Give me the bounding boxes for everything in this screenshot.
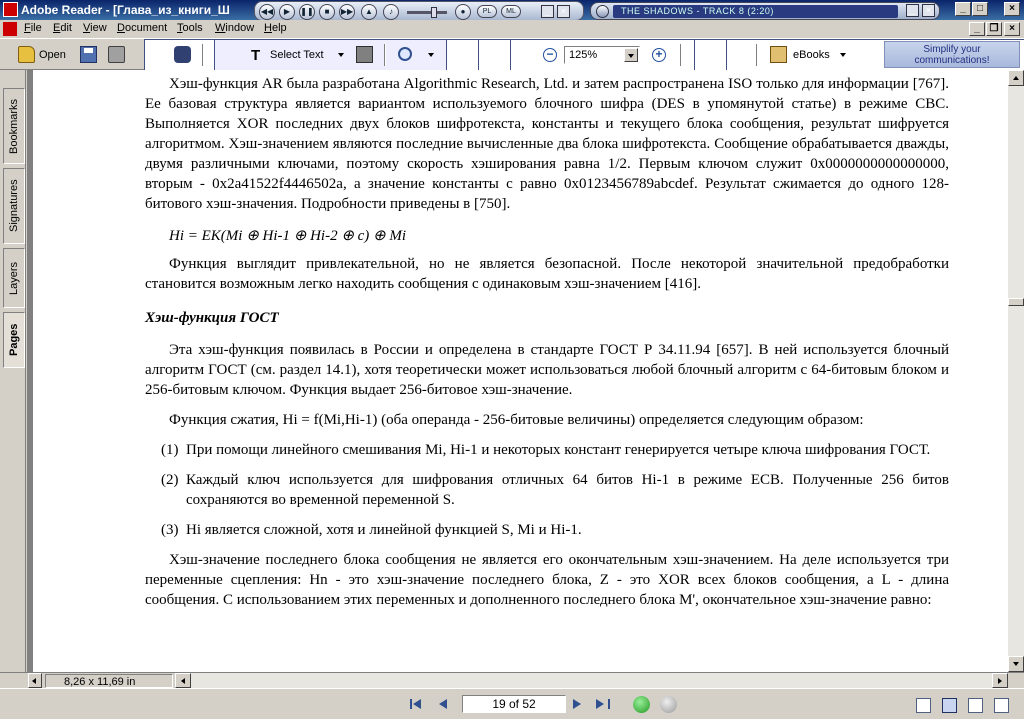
zoom-tool-dropdown-icon[interactable] — [428, 53, 434, 57]
zoom-select[interactable] — [564, 46, 640, 64]
volume-icon[interactable]: ♪ — [383, 4, 399, 20]
list-item-text: Каждый ключ используется для шифрования отличных 64 битов Hi-1 в режиме ECB. Полученные 256 битов сохраняются во временной переменной S. — [186, 472, 949, 508]
toolbar-separator — [756, 44, 758, 66]
page-number-field[interactable]: 19 of 52 — [462, 695, 566, 713]
stop-icon[interactable]: ■ — [319, 4, 335, 20]
zoom-in-icon[interactable]: + — [652, 48, 666, 62]
list-item-number: (3) — [161, 522, 179, 538]
list-item — [145, 520, 949, 540]
toolbar — [0, 38, 1024, 70]
ad-banner[interactable]: Simplify your communications! — [884, 41, 1020, 68]
paragraph-final-hash: Хэш-значение последнего блока сообщения не является его окончательным хэш-значением. На деле используется три переменные сцепления: Hn - это хэш-значение последнего блока, Z - это XOR всех блоков сообщения, а L - длина сообщения. С использованием этих переменных и дополненного последнего блока M', окончательное хэш-значение равно: — [145, 552, 949, 608]
section-heading: Хэш-функция ГОСТ — [145, 310, 279, 326]
pause-icon[interactable]: ❚❚ — [299, 4, 315, 20]
zoom-value: 125% — [569, 49, 598, 61]
track-title: THE SHADOWS - TRACK 8 (2:20) — [613, 5, 898, 18]
select-text-dropdown-icon[interactable] — [338, 53, 344, 57]
snapshot-icon[interactable] — [356, 46, 373, 63]
save-icon[interactable] — [80, 46, 97, 63]
scroll-left-button[interactable] — [175, 673, 191, 688]
open-folder-icon[interactable] — [18, 46, 35, 63]
menu-window[interactable]: Window — [215, 22, 255, 34]
open-button[interactable]: Open — [39, 49, 66, 61]
menu-help[interactable]: Help — [264, 22, 287, 34]
doc-restore-button[interactable]: ❐ — [986, 22, 1002, 36]
page-content — [145, 74, 949, 610]
list-item-text: При помощи линейного смешивания Mi, Hi-1 и некоторых констант генерируется четыре ключа шифрования ГОСТ. — [186, 442, 931, 458]
ebooks-dropdown-icon[interactable] — [840, 53, 846, 57]
tab-pages[interactable]: Pages — [3, 312, 25, 368]
equalizer-icon[interactable]: ● — [455, 4, 471, 20]
menu-view[interactable]: View — [83, 22, 107, 34]
single-page-layout-icon[interactable] — [916, 698, 931, 713]
tab-signatures[interactable]: Signatures — [3, 168, 25, 244]
scroll-up-button[interactable] — [1008, 70, 1024, 86]
minimize-button[interactable]: _ — [955, 2, 971, 16]
scroll-down-button[interactable] — [1008, 656, 1024, 672]
next-track-icon[interactable]: ▶▶ — [339, 4, 355, 20]
media-close-icon[interactable]: × — [557, 5, 570, 18]
continuous-layout-icon[interactable] — [942, 698, 957, 713]
vertical-scroll-thumb[interactable] — [1008, 298, 1024, 306]
ebooks-button[interactable]: eBooks — [793, 49, 830, 61]
pdf-page — [33, 70, 1008, 672]
paragraph-ar-hash: Хэш-функция AR была разработана Algorithmic Research, Ltd. и затем распространена ISO только для информации [767]. Ее базовая структура является вариантом используемого блочного шифра (DES в упомянутой статье) в режиме CBC. Выполняется XOR последних двух блоков шифротекста, константы и текущего блока сообщения, результат шифруется алгоритмом. Хэш-значением являются последние вычисленные два блока шифротекста. Сообщение обрабатывается дважды, двумя различными ключами, поэтому скорость хэширования равна 1/2. Первым ключом служит 0x0000000000000000, вторым - 0x2a41522f4446502a, а значение константы c равно 0x0123456789abcdef. Результат сжимается до одного 128-битового хэш-значения. Подробности приведены в [750]. — [145, 76, 949, 212]
track-handle-icon[interactable] — [596, 5, 609, 18]
menu-file[interactable]: File — [24, 22, 42, 34]
previous-track-icon[interactable]: ◀◀ — [259, 4, 275, 20]
text-select-icon[interactable]: T — [251, 47, 261, 64]
close-button[interactable]: × — [1004, 2, 1020, 16]
horizontal-scrollbar[interactable] — [175, 673, 1008, 689]
track-display-bar — [590, 2, 940, 20]
document-menu-icon[interactable] — [3, 22, 17, 36]
continuous-facing-layout-icon[interactable] — [994, 698, 1009, 713]
paragraph-gost-intro: Эта хэш-функция появилась в России и определена в стандарте ГОСТ Р 34.11.94 [657]. В ней используется блочный алгоритм ГОСТ (см. раздел 14.1), хотя теоретически может использоваться любой блочный алгоритм с 64-битовым блоком и 256-битовым ключом. Функция выдает 256-битовое хэш-значение. — [145, 342, 949, 398]
title-bar — [0, 0, 1024, 20]
volume-slider[interactable] — [407, 11, 447, 14]
search-icon[interactable] — [174, 46, 191, 63]
doc-close-button[interactable]: × — [1004, 22, 1020, 36]
page-size-indicator: 8,26 x 11,69 in — [45, 674, 173, 688]
last-page-icon[interactable] — [594, 696, 612, 712]
zoom-in-tool-icon[interactable] — [398, 47, 412, 61]
next-page-icon[interactable] — [569, 696, 587, 712]
go-back-icon[interactable] — [633, 696, 650, 713]
print-icon[interactable] — [108, 46, 125, 63]
list-item — [145, 440, 949, 460]
ebooks-icon[interactable] — [770, 46, 787, 63]
facing-layout-icon[interactable] — [968, 698, 983, 713]
volume-slider-knob[interactable] — [431, 7, 437, 18]
menu-edit[interactable]: Edit — [53, 22, 72, 34]
menu-tools[interactable]: Tools — [177, 22, 203, 34]
navigation-tabs — [0, 70, 26, 672]
toolbar-separator — [384, 44, 386, 66]
track-minimize-icon[interactable]: _ — [906, 4, 919, 17]
media-library-button[interactable]: ML — [501, 5, 521, 18]
formula-ar: Hi = EK(Mi ⊕ Hi-1 ⊕ Hi-2 ⊕ c) ⊕ Mi — [169, 228, 407, 244]
vertical-scrollbar[interactable] — [1008, 70, 1024, 672]
previous-page-icon[interactable] — [434, 696, 452, 712]
adobe-reader-icon[interactable] — [3, 2, 18, 17]
menu-bar — [0, 20, 1024, 38]
document-view[interactable] — [27, 70, 1008, 672]
split-handle-icon[interactable] — [28, 673, 42, 688]
list-item-number: (2) — [161, 472, 179, 488]
playlist-button[interactable]: PL — [477, 5, 497, 18]
first-page-icon[interactable] — [408, 696, 426, 712]
select-text-button[interactable]: Select Text — [270, 49, 324, 61]
toolbar-separator — [680, 44, 682, 66]
eject-icon[interactable]: ▲ — [361, 4, 377, 20]
zoom-out-icon[interactable]: − — [543, 48, 557, 62]
go-forward-icon[interactable] — [660, 696, 677, 713]
paragraph-compression: Функция сжатия, Hi = f(Mi,Hi-1) (оба операнда - 256-битовые величины) определяется следующим образом: — [169, 412, 864, 428]
track-close-icon[interactable]: × — [922, 4, 935, 17]
window-title: Adobe Reader - [Глава_из_книги_Ш — [21, 3, 230, 17]
zoom-dropdown-icon[interactable] — [624, 48, 638, 62]
list-item — [145, 470, 949, 510]
scroll-right-button[interactable] — [992, 673, 1008, 688]
page-navigation-bar — [0, 688, 1024, 719]
play-icon[interactable]: ▶ — [279, 4, 295, 20]
toolbar-separator — [202, 44, 204, 66]
media-player-bar — [254, 1, 584, 21]
paragraph-ar-security: Функция выглядит привлекательной, но не является безопасной. После некоторой значительной предобработки становится возможным легко находить сообщения с одинаковым хэш-значением [416]. — [145, 256, 949, 292]
doc-minimize-button[interactable]: _ — [969, 22, 985, 36]
maximize-button[interactable]: □ — [972, 2, 988, 16]
list-item-text: Hi является сложной, хотя и линейной функцией S, Mi и Hi-1. — [186, 522, 582, 538]
list-item-number: (1) — [161, 442, 179, 458]
media-minimize-icon[interactable]: _ — [541, 5, 554, 18]
tab-bookmarks[interactable]: Bookmarks — [3, 88, 25, 164]
tab-layers[interactable]: Layers — [3, 248, 25, 308]
menu-document[interactable]: Document — [117, 22, 168, 34]
status-row — [0, 672, 1024, 688]
